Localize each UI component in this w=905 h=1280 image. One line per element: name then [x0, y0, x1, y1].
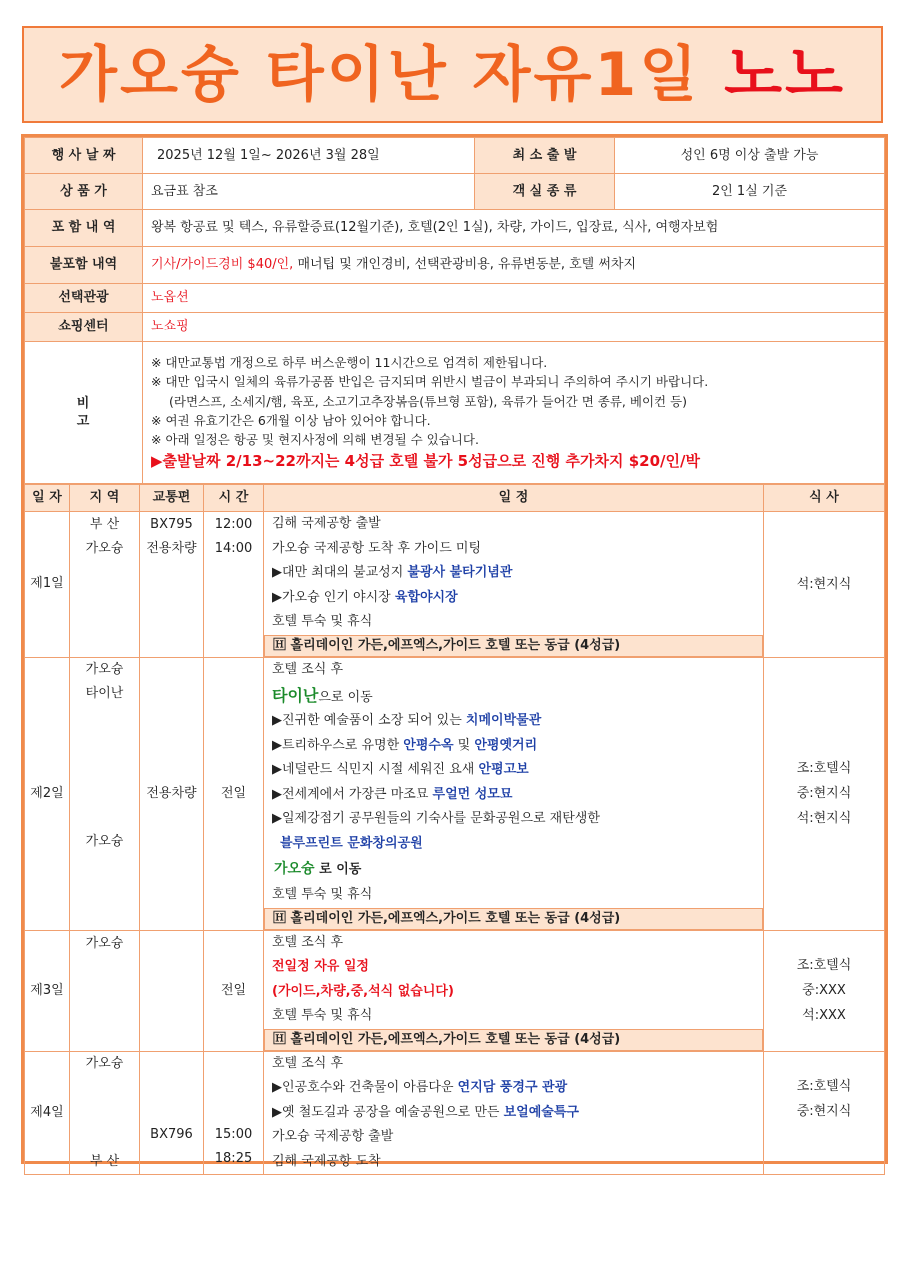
hdr-time: 시 간: [204, 485, 264, 512]
note-5: ※ 아래 일정은 항공 및 현지사정에 의해 변경될 수 있습니다.: [151, 432, 479, 448]
hotel-line: 🄷 홀리데이인 가든,에프엑스,가이드 호텔 또는 동급 (4성급): [264, 635, 763, 657]
incl-label: 포 함 내 역: [25, 210, 143, 247]
meal: 석:현지식: [796, 811, 852, 826]
time: 15:00: [214, 1126, 253, 1142]
note-2: ※ 대만 입국시 일체의 육류가공품 반입은 금지되며 위반시 벌금이 부과되니 주의하여 주시기 바랍니다.: [151, 374, 709, 390]
note-highlight: ▶출발날짜 2/13~22까지는 4성급 호텔 불가 5성급으로 진행 추가차지 $20/인/박: [151, 451, 700, 470]
line-text: ▶인공호수와 건축물이 아름다운: [272, 1080, 458, 1095]
excl-red: 기사/가이드경비 $40/인,: [151, 257, 294, 273]
itinerary-line: 김해 국제공항 도착: [272, 1153, 381, 1169]
highlight: 안평수옥: [403, 737, 454, 753]
hotel-line: 🄷 홀리데이인 가든,에프엑스,가이드 호텔 또는 동급 (4성급): [264, 1029, 763, 1051]
itinerary-line: 호텔 투숙 및 휴식: [272, 887, 373, 902]
time-cell: [204, 512, 264, 658]
opt-label: 선택관광: [25, 284, 143, 313]
room-value: 2인 1실 기준: [615, 174, 885, 210]
incl-value: 왕복 항공료 및 텍스, 유류할증료(12월기준), 호텔(2인 1실), 차량, 가이드, 입장료, 식사, 여행자보험: [143, 210, 885, 247]
price-value: 요금표 참조: [143, 174, 475, 210]
move-place: 타이난: [272, 686, 319, 705]
note-3: (라면스프, 소세지/햄, 육포, 소고기고추장볶음(튜브형 포함), 육류가 들어간 면 종류, 베이컨 등): [169, 393, 688, 409]
region: 가오슝: [85, 935, 124, 951]
meal-cell: [764, 930, 885, 1051]
itinerary-line: [264, 783, 763, 808]
meal-cell: [764, 512, 885, 658]
hdr-transport: 교통편: [140, 485, 204, 512]
date-value: 2025년 12월 1일~ 2026년 3월 28일: [143, 138, 475, 174]
transport-cell: [140, 512, 204, 658]
note-1: ※ 대만교통법 개정으로 하루 버스운행이 11시간으로 엄격히 제한됩니다.: [151, 354, 548, 370]
notes-cell: [143, 342, 885, 484]
line-text: ▶진귀한 예술품이 소장 되어 있는: [272, 713, 466, 728]
meal: 조:호텔식: [796, 761, 852, 776]
note-4: ※ 여권 유효기간은 6개월 이상 남아 있어야 합니다.: [151, 412, 431, 428]
time-cell: 전일: [204, 657, 264, 930]
day-label: 제2일: [25, 657, 70, 930]
itinerary-line: [264, 758, 763, 783]
highlight: 안평옛거리: [474, 737, 538, 753]
highlight: 보얼예술특구: [503, 1104, 579, 1120]
itinerary-line: 호텔 투숙 및 휴식: [272, 614, 373, 629]
meal: 석:XXX: [802, 1008, 846, 1023]
region: 가오슝: [85, 541, 124, 556]
transport-cell: 전용차량: [140, 657, 204, 930]
region-cell: [70, 657, 140, 930]
schedule-table: [24, 484, 885, 1175]
excl-rest: 매너팁 및 개인경비, 선택관광비용, 유류변동분, 호텔 써차지: [293, 257, 637, 273]
region: 가오슝: [85, 661, 124, 677]
line-text: ▶일제강점기 공무원들의 기숙사를 문화공원으로 재탄생한: [272, 811, 600, 826]
line-text: 으로 이동: [318, 690, 373, 705]
itinerary-line: 호텔 투숙 및 휴식: [272, 1008, 373, 1023]
itinerary-cell: [264, 657, 764, 930]
opt-value: 노옵션: [143, 284, 885, 313]
transport-cell: [140, 1051, 204, 1175]
title-main: 가오슝 타이난 자유1일: [59, 39, 701, 110]
itinerary-line: 호텔 조식 후: [272, 934, 344, 950]
meal-cell: [764, 1051, 885, 1175]
excl-label: 불포함 내역: [25, 247, 143, 284]
move-place: 가오슝: [274, 861, 315, 877]
region: 타이난: [85, 685, 124, 701]
itinerary-document: [21, 134, 888, 1169]
meal: 중:현지식: [796, 1103, 852, 1119]
line-text: 및: [453, 737, 475, 753]
time: 12:00: [214, 517, 253, 532]
day-row-2: [25, 657, 885, 930]
price-label: 상 품 가: [25, 174, 143, 210]
highlight: 안평고보: [478, 762, 529, 777]
time: 18:25: [214, 1150, 253, 1166]
highlight: 연지담 풍경구 관광: [457, 1080, 568, 1095]
region-cell: [70, 1051, 140, 1175]
line-text: ▶옛 철도길과 공장을 예술공원으로 만든: [272, 1104, 504, 1120]
title-tag: 노노: [724, 39, 846, 110]
info-table: [24, 137, 885, 484]
itinerary-line: [264, 586, 763, 611]
hdr-itinerary: 일 정: [264, 485, 764, 512]
itinerary-line: (가이드,차량,중,석식 없습니다): [272, 983, 454, 999]
transport: 전용차량: [146, 541, 197, 556]
shop-label: 쇼핑센터: [25, 313, 143, 342]
transport-cell: [140, 930, 204, 1051]
day-row-3: [25, 930, 885, 1051]
time: 14:00: [214, 541, 253, 556]
time-cell: [204, 1051, 264, 1175]
itinerary-cell: [264, 930, 764, 1051]
min-value: 성인 6명 이상 출발 가능: [615, 138, 885, 174]
time-cell: 전일: [204, 930, 264, 1051]
day-label: 제3일: [25, 930, 70, 1051]
itinerary-line: [264, 1076, 763, 1101]
page-title: [59, 39, 846, 110]
title-banner: [22, 26, 883, 123]
min-label: 최 소 출 발: [475, 138, 615, 174]
itinerary-line: [264, 734, 763, 759]
itinerary-line: 전일정 자유 일정: [272, 959, 369, 974]
itinerary-line: 가오슝 국제공항 도착 후 가이드 미팅: [272, 540, 482, 556]
meal: 조:호텔식: [796, 1078, 852, 1094]
itinerary-cell: [264, 512, 764, 658]
itinerary-line: [264, 709, 763, 734]
excl-value: [143, 247, 885, 284]
itinerary-line: [264, 856, 763, 883]
day-label: 제4일: [25, 1051, 70, 1175]
transport: BX796: [150, 1126, 193, 1142]
region: 부 산: [89, 1154, 120, 1169]
region: 부 산: [89, 517, 120, 532]
itinerary-line: [264, 682, 763, 709]
line-text: ▶전세계에서 가장큰 마조묘: [272, 786, 433, 802]
itinerary-line: 김해 국제공항 출발: [272, 516, 381, 531]
highlight: 불광사 불타기념관: [407, 565, 513, 580]
itinerary-line: [264, 561, 763, 586]
note-label: 비 고: [25, 342, 143, 484]
line-text: ▶대만 최대의 불교성지: [272, 565, 408, 580]
highlight: 육합야시장: [394, 589, 458, 605]
highlight: 루얼먼 성모묘: [432, 786, 513, 802]
region-cell: [70, 930, 140, 1051]
itinerary-line: 호텔 조식 후: [272, 661, 344, 677]
day-label: 제1일: [25, 512, 70, 658]
itinerary-line: [264, 1101, 763, 1126]
meal: 중:XXX: [802, 983, 846, 998]
hdr-region: 지 역: [70, 485, 140, 512]
transport: BX795: [150, 517, 193, 532]
itinerary-cell: [264, 1051, 764, 1175]
meal: 중:현지식: [796, 786, 852, 801]
highlight: 치메이박물관: [465, 713, 542, 728]
date-label: 행 사 날 짜: [25, 138, 143, 174]
line-text: 로 이동: [314, 862, 362, 877]
line-text: ▶트리하우스로 유명한: [272, 737, 404, 753]
region-cell: [70, 512, 140, 658]
day-row-1: [25, 512, 885, 658]
room-label: 객 실 종 류: [475, 174, 615, 210]
itinerary-line: [264, 832, 763, 857]
meal-cell: [764, 657, 885, 930]
highlight: 블루프린트 문화창의공원: [280, 835, 423, 851]
shop-value: 노쇼핑: [143, 313, 885, 342]
hdr-day: 일 자: [25, 485, 70, 512]
region: 가오슝: [85, 833, 124, 849]
region: 가오슝: [85, 1055, 124, 1071]
meal: 조:호텔식: [796, 958, 852, 973]
line-text: ▶가오슝 인기 야시장: [272, 589, 395, 605]
itinerary-line: 가오슝 국제공항 출발: [272, 1129, 394, 1144]
itinerary-line: [264, 807, 763, 832]
line-text: ▶네덜란드 식민지 시절 세워진 요새: [272, 762, 479, 777]
day-row-4: [25, 1051, 885, 1175]
hdr-meal: 식 사: [764, 485, 885, 512]
meal: 석:현지식: [796, 576, 852, 592]
hotel-line: 🄷 홀리데이인 가든,에프엑스,가이드 호텔 또는 동급 (4성급): [264, 908, 763, 930]
itinerary-line: 호텔 조식 후: [272, 1055, 344, 1071]
